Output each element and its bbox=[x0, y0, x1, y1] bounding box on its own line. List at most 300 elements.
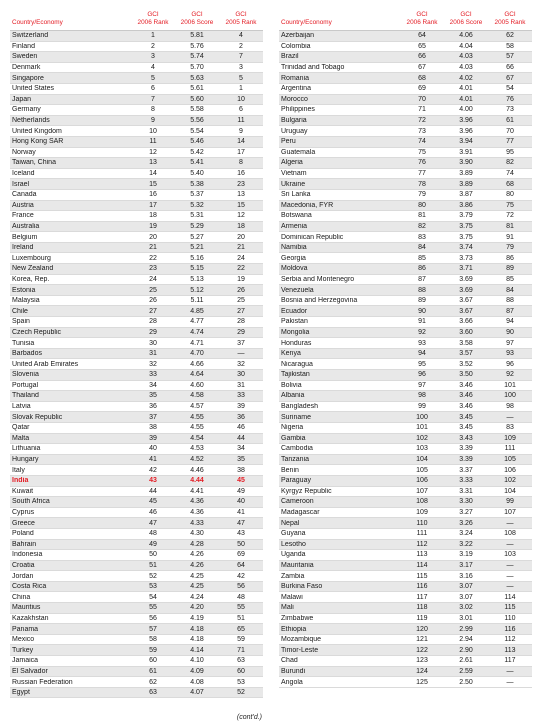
score-2006-cell: 4.03 bbox=[459, 64, 473, 72]
table-row bbox=[10, 540, 263, 551]
country-cell: Israel bbox=[12, 180, 30, 188]
country-cell: Mozambique bbox=[281, 636, 322, 644]
table-row bbox=[279, 487, 532, 498]
table-row bbox=[279, 677, 532, 688]
score-2006-cell: 4.10 bbox=[190, 657, 204, 665]
rank-2005-cell: 20 bbox=[237, 233, 245, 241]
rank-2005-cell: 30 bbox=[237, 371, 245, 379]
table-row bbox=[10, 656, 263, 667]
rank-2005-cell: 18 bbox=[237, 222, 245, 230]
rank-2005-cell: 110 bbox=[504, 614, 516, 622]
score-2006-cell: 3.50 bbox=[459, 371, 473, 379]
country-cell: Singapore bbox=[12, 74, 44, 82]
table-row bbox=[279, 391, 532, 402]
table-column-right bbox=[279, 6, 532, 688]
country-cell: Armenia bbox=[281, 222, 308, 230]
rank-2005-cell: 80 bbox=[506, 191, 514, 199]
table-row bbox=[279, 232, 532, 243]
rank-2006-cell: 50 bbox=[149, 551, 157, 559]
rank-2005-cell: 73 bbox=[506, 106, 514, 114]
rank-2005-cell: 106 bbox=[504, 466, 516, 474]
score-2006-cell: 3.46 bbox=[459, 381, 473, 389]
country-cell: Dominican Republic bbox=[281, 233, 344, 241]
rank-2005-cell: 74 bbox=[506, 170, 514, 178]
score-2006-cell: 4.18 bbox=[190, 625, 204, 633]
rank-2006-cell: 16 bbox=[149, 191, 157, 199]
table-row bbox=[279, 95, 532, 106]
rank-2006-cell: 29 bbox=[149, 328, 157, 336]
rank-2005-cell: 61 bbox=[506, 117, 514, 125]
country-cell: South Africa bbox=[12, 498, 50, 506]
rank-2006-cell: 7 bbox=[151, 95, 155, 103]
score-2006-cell: 3.86 bbox=[459, 201, 473, 209]
score-2006-cell: 3.17 bbox=[459, 561, 473, 569]
country-cell: Macedonia, FYR bbox=[281, 201, 334, 209]
table-row bbox=[10, 423, 263, 434]
country-cell: New Zealand bbox=[12, 265, 54, 273]
score-2006-cell: 4.53 bbox=[190, 445, 204, 453]
country-cell: Spain bbox=[12, 318, 30, 326]
table-row bbox=[279, 31, 532, 42]
rank-2006-cell: 122 bbox=[416, 646, 428, 654]
rank-2005-cell: 76 bbox=[506, 95, 514, 103]
rank-2006-cell: 25 bbox=[149, 286, 157, 294]
country-cell: Tunisia bbox=[12, 339, 35, 347]
score-2006-cell: 5.12 bbox=[190, 286, 204, 294]
rank-2006-cell: 44 bbox=[149, 487, 157, 495]
rank-2006-cell: 64 bbox=[418, 32, 426, 40]
score-2006-cell: 4.70 bbox=[190, 350, 204, 358]
score-2006-cell: 4.66 bbox=[190, 360, 204, 368]
rank-2005-cell: 47 bbox=[237, 519, 245, 527]
country-cell: Albania bbox=[281, 392, 305, 400]
table-row bbox=[279, 211, 532, 222]
table-header bbox=[10, 6, 263, 31]
rank-2006-cell: 37 bbox=[149, 413, 157, 421]
table-row bbox=[279, 592, 532, 603]
score-2006-cell: 3.75 bbox=[459, 222, 473, 230]
rank-2006-cell: 18 bbox=[149, 212, 157, 220]
rank-2005-cell: 113 bbox=[504, 646, 516, 654]
country-cell: Cambodia bbox=[281, 445, 313, 453]
header-rank-2006: GCI 2006 Rank bbox=[406, 11, 438, 26]
rank-2005-cell: 7 bbox=[239, 53, 243, 61]
score-2006-cell: 4.18 bbox=[190, 636, 204, 644]
rank-2005-cell: 84 bbox=[506, 286, 514, 294]
table-row bbox=[279, 603, 532, 614]
country-cell: Taiwan, China bbox=[12, 159, 56, 167]
table-row bbox=[279, 179, 532, 190]
rank-2006-cell: 10 bbox=[149, 127, 157, 135]
rank-2005-cell: 111 bbox=[504, 445, 516, 453]
country-cell: Trinidad and Tobago bbox=[281, 64, 345, 72]
table-row bbox=[10, 582, 263, 593]
country-cell: Uruguay bbox=[281, 127, 308, 135]
score-2006-cell: 4.07 bbox=[190, 689, 204, 697]
rank-2006-cell: 42 bbox=[149, 466, 157, 474]
rank-2006-cell: 30 bbox=[149, 339, 157, 347]
country-cell: United States bbox=[12, 85, 55, 93]
country-cell: Uganda bbox=[281, 551, 306, 559]
country-cell: Georgia bbox=[281, 254, 306, 262]
table-row bbox=[279, 264, 532, 275]
country-cell: Cameroon bbox=[281, 498, 314, 506]
table-row bbox=[10, 349, 263, 360]
table-row bbox=[279, 84, 532, 95]
rank-2006-cell: 117 bbox=[416, 593, 428, 601]
rank-2006-cell: 118 bbox=[416, 604, 428, 612]
table-row bbox=[10, 31, 263, 42]
score-2006-cell: 3.45 bbox=[459, 424, 473, 432]
table-row bbox=[10, 550, 263, 561]
country-cell: Ireland bbox=[12, 244, 34, 252]
table-row bbox=[279, 105, 532, 116]
score-2006-cell: 3.30 bbox=[459, 498, 473, 506]
rank-2006-cell: 66 bbox=[418, 53, 426, 61]
score-2006-cell: 4.60 bbox=[190, 381, 204, 389]
score-2006-cell: 4.58 bbox=[190, 392, 204, 400]
rank-2005-cell: 22 bbox=[237, 265, 245, 273]
score-2006-cell: 4.36 bbox=[190, 498, 204, 506]
rank-2006-cell: 81 bbox=[418, 212, 426, 220]
table-row bbox=[279, 624, 532, 635]
table-row bbox=[279, 497, 532, 508]
score-2006-cell: 3.75 bbox=[459, 233, 473, 241]
rank-2006-cell: 114 bbox=[416, 561, 428, 569]
rank-2005-cell: 92 bbox=[506, 371, 514, 379]
rank-2006-cell: 2 bbox=[151, 42, 155, 50]
rank-2006-cell: 111 bbox=[416, 530, 428, 538]
table-row bbox=[10, 624, 263, 635]
country-cell: Thailand bbox=[12, 392, 39, 400]
rank-2006-cell: 72 bbox=[418, 117, 426, 125]
rank-2005-cell: 48 bbox=[237, 593, 245, 601]
table-row bbox=[10, 190, 263, 201]
rank-2006-cell: 67 bbox=[418, 64, 426, 72]
country-cell: Sri Lanka bbox=[281, 191, 311, 199]
country-cell: Zambia bbox=[281, 572, 305, 580]
table-row bbox=[10, 84, 263, 95]
score-2006-cell: 3.79 bbox=[459, 212, 473, 220]
country-cell: Costa Rica bbox=[12, 583, 47, 591]
rank-2005-cell: — bbox=[506, 561, 514, 569]
rank-2005-cell: 44 bbox=[237, 434, 245, 442]
rank-2005-cell: 12 bbox=[237, 212, 245, 220]
country-cell: Latvia bbox=[12, 403, 31, 411]
rank-2006-cell: 68 bbox=[418, 74, 426, 82]
rank-2006-cell: 88 bbox=[418, 286, 426, 294]
table-row bbox=[10, 169, 263, 180]
score-2006-cell: 3.22 bbox=[459, 540, 473, 548]
country-cell: Madagascar bbox=[281, 509, 320, 517]
rank-2005-cell: — bbox=[506, 540, 514, 548]
score-2006-cell: 3.39 bbox=[459, 445, 473, 453]
score-2006-cell: 4.26 bbox=[190, 551, 204, 559]
country-cell: Benin bbox=[281, 466, 299, 474]
score-2006-cell: 5.32 bbox=[190, 201, 204, 209]
score-2006-cell: 4.00 bbox=[459, 106, 473, 114]
table-row bbox=[10, 243, 263, 254]
score-2006-cell: 4.71 bbox=[190, 339, 204, 347]
rank-2006-cell: 105 bbox=[416, 466, 428, 474]
table-row bbox=[10, 63, 263, 74]
rank-2006-cell: 8 bbox=[151, 106, 155, 114]
rank-2006-cell: 91 bbox=[418, 318, 426, 326]
score-2006-cell: 3.31 bbox=[459, 487, 473, 495]
table-row bbox=[279, 253, 532, 264]
score-2006-cell: 3.33 bbox=[459, 477, 473, 485]
country-cell: Luxembourg bbox=[12, 254, 51, 262]
score-2006-cell: 3.67 bbox=[459, 297, 473, 305]
rank-2005-cell: 100 bbox=[504, 392, 516, 400]
rank-2006-cell: 34 bbox=[149, 381, 157, 389]
country-cell: Mali bbox=[281, 604, 294, 612]
table-row bbox=[10, 253, 263, 264]
table-row bbox=[10, 518, 263, 529]
table-row bbox=[279, 571, 532, 582]
table-row bbox=[10, 434, 263, 445]
score-2006-cell: 3.37 bbox=[459, 466, 473, 474]
rank-2005-cell: 70 bbox=[506, 127, 514, 135]
table-row bbox=[10, 677, 263, 688]
country-cell: Mexico bbox=[12, 636, 35, 644]
rank-2005-cell: 104 bbox=[504, 487, 516, 495]
score-2006-cell: 5.56 bbox=[190, 117, 204, 125]
country-cell: Vietnam bbox=[281, 170, 307, 178]
rank-2005-cell: 86 bbox=[506, 254, 514, 262]
rank-2005-cell: 71 bbox=[237, 646, 245, 654]
country-cell: Guatemala bbox=[281, 148, 316, 156]
country-cell: Bulgaria bbox=[281, 117, 307, 125]
table-row bbox=[279, 656, 532, 667]
rank-2005-cell: 26 bbox=[237, 286, 245, 294]
score-2006-cell: 4.03 bbox=[459, 53, 473, 61]
rank-2006-cell: 87 bbox=[418, 275, 426, 283]
country-cell: Morocco bbox=[281, 95, 308, 103]
table-row bbox=[279, 635, 532, 646]
score-2006-cell: 5.29 bbox=[190, 222, 204, 230]
score-2006-cell: 3.07 bbox=[459, 583, 473, 591]
country-cell: Kuwait bbox=[12, 487, 34, 495]
rank-2005-cell: 64 bbox=[237, 561, 245, 569]
score-2006-cell: 4.14 bbox=[190, 646, 204, 654]
rank-2005-cell: 55 bbox=[237, 604, 245, 612]
table-row bbox=[10, 476, 263, 487]
country-cell: Azerbaijan bbox=[281, 32, 315, 40]
rank-2006-cell: 51 bbox=[149, 561, 157, 569]
score-2006-cell: 4.57 bbox=[190, 403, 204, 411]
rank-2005-cell: 66 bbox=[506, 64, 514, 72]
table-row bbox=[279, 381, 532, 392]
country-cell: Mongolia bbox=[281, 328, 310, 336]
country-cell: Finland bbox=[12, 42, 35, 50]
rank-2005-cell: 117 bbox=[504, 657, 516, 665]
table-row bbox=[279, 338, 532, 349]
table-row bbox=[10, 645, 263, 656]
table-row bbox=[10, 105, 263, 116]
country-cell: Norway bbox=[12, 148, 36, 156]
rank-2006-cell: 84 bbox=[418, 244, 426, 252]
country-cell: Indonesia bbox=[12, 551, 43, 559]
rank-2005-cell: 116 bbox=[504, 625, 516, 633]
score-2006-cell: 4.33 bbox=[190, 519, 204, 527]
rank-2005-cell: 25 bbox=[237, 297, 245, 305]
score-2006-cell: 5.61 bbox=[190, 85, 204, 93]
score-2006-cell: 5.76 bbox=[190, 42, 204, 50]
header-country: Country/Economy bbox=[281, 18, 332, 26]
rank-2006-cell: 86 bbox=[418, 265, 426, 273]
table-row bbox=[10, 402, 263, 413]
header-country: Country/Economy bbox=[12, 18, 63, 26]
rank-2006-cell: 121 bbox=[416, 636, 428, 644]
rank-2005-cell: 85 bbox=[506, 275, 514, 283]
rank-2006-cell: 95 bbox=[418, 360, 426, 368]
country-cell: Nicaragua bbox=[281, 360, 313, 368]
rank-2006-cell: 15 bbox=[149, 180, 157, 188]
rank-2005-cell: 9 bbox=[239, 127, 243, 135]
rank-2006-cell: 93 bbox=[418, 339, 426, 347]
rank-2006-cell: 92 bbox=[418, 328, 426, 336]
rank-2005-cell: 91 bbox=[506, 233, 514, 241]
score-2006-cell: 3.90 bbox=[459, 159, 473, 167]
score-2006-cell: 3.45 bbox=[459, 413, 473, 421]
country-cell: Botswana bbox=[281, 212, 312, 220]
rank-2006-cell: 83 bbox=[418, 233, 426, 241]
rank-2006-cell: 102 bbox=[416, 434, 428, 442]
table-row bbox=[10, 52, 263, 63]
table-row bbox=[279, 645, 532, 656]
table-row bbox=[10, 285, 263, 296]
score-2006-cell: 4.64 bbox=[190, 371, 204, 379]
score-2006-cell: 4.28 bbox=[190, 540, 204, 548]
score-2006-cell: 3.94 bbox=[459, 138, 473, 146]
score-2006-cell: 4.02 bbox=[459, 74, 473, 82]
rank-2005-cell: 57 bbox=[506, 53, 514, 61]
table-row bbox=[279, 73, 532, 84]
rank-2006-cell: 58 bbox=[149, 636, 157, 644]
rank-2005-cell: 37 bbox=[237, 339, 245, 347]
rank-2006-cell: 6 bbox=[151, 85, 155, 93]
table-row bbox=[10, 487, 263, 498]
country-cell: China bbox=[12, 593, 31, 601]
rank-2005-cell: 88 bbox=[506, 297, 514, 305]
table-row bbox=[279, 423, 532, 434]
rank-2006-cell: 78 bbox=[418, 180, 426, 188]
rank-2005-cell: 28 bbox=[237, 318, 245, 326]
continued-note: (cont'd.) bbox=[236, 714, 262, 721]
score-2006-cell: 5.74 bbox=[190, 53, 204, 61]
country-cell: Pakistan bbox=[281, 318, 308, 326]
table-row bbox=[10, 508, 263, 519]
score-2006-cell: 5.11 bbox=[190, 297, 204, 305]
score-2006-cell: 5.15 bbox=[190, 265, 204, 273]
country-cell: Denmark bbox=[12, 64, 41, 72]
rank-2006-cell: 94 bbox=[418, 350, 426, 358]
country-cell: Cyprus bbox=[12, 509, 35, 517]
country-cell: United Kingdom bbox=[12, 127, 62, 135]
table-row bbox=[279, 42, 532, 53]
rank-2005-cell: 17 bbox=[237, 148, 245, 156]
score-2006-cell: 5.42 bbox=[190, 148, 204, 156]
rank-2005-cell: 95 bbox=[506, 148, 514, 156]
score-2006-cell: 4.55 bbox=[190, 424, 204, 432]
country-cell: Zimbabwe bbox=[281, 614, 314, 622]
rank-2005-cell: 79 bbox=[506, 244, 514, 252]
score-2006-cell: 4.55 bbox=[190, 413, 204, 421]
table-row bbox=[10, 42, 263, 53]
rank-2005-cell: — bbox=[506, 519, 514, 527]
rank-2005-cell: 93 bbox=[506, 350, 514, 358]
rank-2006-cell: 26 bbox=[149, 297, 157, 305]
country-cell: Ukraine bbox=[281, 180, 306, 188]
rank-2006-cell: 40 bbox=[149, 445, 157, 453]
rank-2006-cell: 3 bbox=[151, 53, 155, 61]
score-2006-cell: 2.90 bbox=[459, 646, 473, 654]
score-2006-cell: 3.24 bbox=[459, 530, 473, 538]
table-row bbox=[279, 444, 532, 455]
rank-2005-cell: 53 bbox=[237, 678, 245, 686]
country-cell: Lithuania bbox=[12, 445, 41, 453]
rank-2006-cell: 28 bbox=[149, 318, 157, 326]
rank-2006-cell: 61 bbox=[149, 667, 157, 675]
rank-2005-cell: 13 bbox=[237, 191, 245, 199]
rank-2006-cell: 125 bbox=[416, 678, 428, 686]
rank-2006-cell: 38 bbox=[149, 424, 157, 432]
rank-2005-cell: 23 bbox=[237, 180, 245, 188]
rank-2005-cell: 38 bbox=[237, 466, 245, 474]
table-row bbox=[10, 592, 263, 603]
rank-2006-cell: 46 bbox=[149, 509, 157, 517]
rank-2005-cell: 60 bbox=[237, 667, 245, 675]
score-2006-cell: 5.21 bbox=[190, 244, 204, 252]
score-2006-cell: 3.46 bbox=[459, 392, 473, 400]
rank-2005-cell: 31 bbox=[237, 381, 245, 389]
rank-2005-cell: — bbox=[506, 678, 514, 686]
rank-2006-cell: 115 bbox=[416, 572, 428, 580]
rank-2006-cell: 124 bbox=[416, 667, 428, 675]
header-score-2006: GCI 2006 Score bbox=[180, 11, 214, 26]
table-row bbox=[10, 561, 263, 572]
rank-2005-cell: 82 bbox=[506, 159, 514, 167]
table-row bbox=[10, 73, 263, 84]
rank-2005-cell: — bbox=[506, 667, 514, 675]
rank-2005-cell: 27 bbox=[237, 307, 245, 315]
rank-2006-cell: 43 bbox=[149, 477, 157, 485]
table-row bbox=[10, 381, 263, 392]
rank-2006-cell: 54 bbox=[149, 593, 157, 601]
country-cell: Nepal bbox=[281, 519, 300, 527]
rank-2005-cell: 52 bbox=[237, 689, 245, 697]
score-2006-cell: 3.46 bbox=[459, 403, 473, 411]
rank-2006-cell: 85 bbox=[418, 254, 426, 262]
rank-2006-cell: 103 bbox=[416, 445, 428, 453]
score-2006-cell: 3.91 bbox=[459, 148, 473, 156]
score-2006-cell: 3.73 bbox=[459, 254, 473, 262]
rank-2006-cell: 52 bbox=[149, 572, 157, 580]
country-cell: Kenya bbox=[281, 350, 301, 358]
gci-ranking-table bbox=[10, 6, 532, 696]
rank-2006-cell: 19 bbox=[149, 222, 157, 230]
country-cell: Hong Kong SAR bbox=[12, 138, 64, 146]
rank-2005-cell: 94 bbox=[506, 318, 514, 326]
rank-2006-cell: 22 bbox=[149, 254, 157, 262]
rank-2006-cell: 107 bbox=[416, 487, 428, 495]
country-cell: Philippines bbox=[281, 106, 315, 114]
rank-2006-cell: 63 bbox=[149, 689, 157, 697]
table-row bbox=[10, 571, 263, 582]
table-row bbox=[279, 306, 532, 317]
country-cell: United Arab Emirates bbox=[12, 360, 79, 368]
